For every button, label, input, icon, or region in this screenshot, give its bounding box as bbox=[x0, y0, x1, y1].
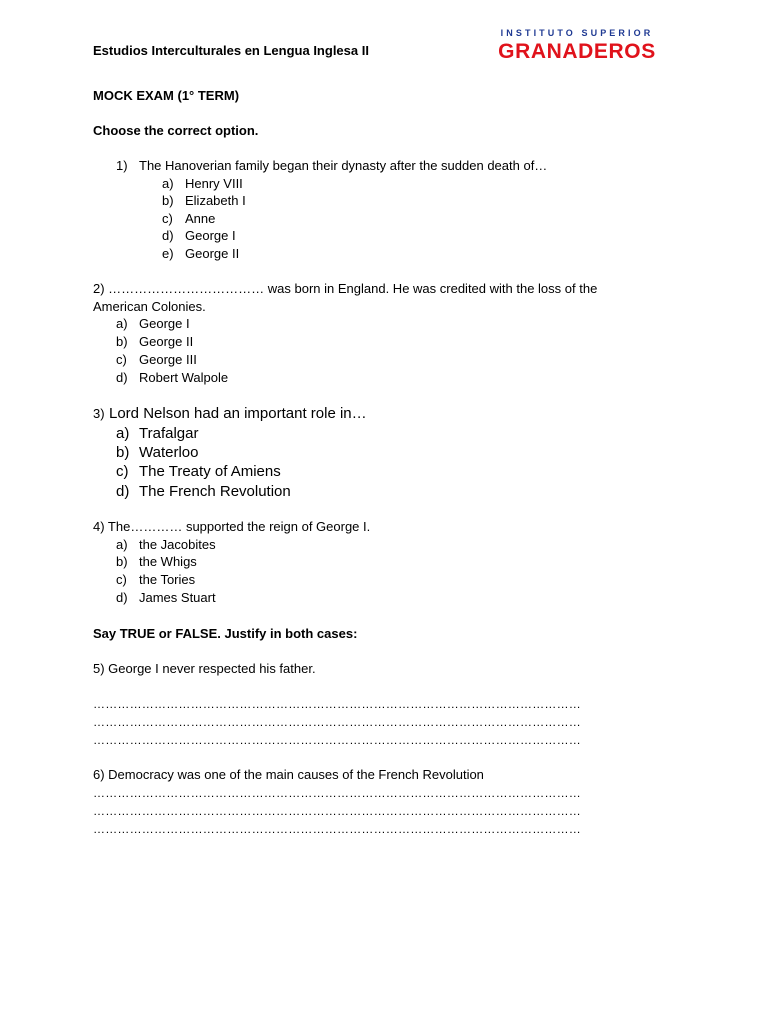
question-1-number: 1) bbox=[116, 158, 128, 173]
q4-option-a-text: the Jacobites bbox=[139, 537, 216, 552]
q6-answer-line-2[interactable]: ………………………………………………………………………………………………………… bbox=[93, 804, 581, 818]
q1-option-b-text: Elizabeth I bbox=[185, 193, 246, 208]
q4-option-d-letter: d) bbox=[116, 590, 128, 605]
q3-option-a-text: Trafalgar bbox=[139, 425, 199, 442]
q2-option-a-text: George I bbox=[139, 316, 190, 331]
section2-instruction: Say TRUE or FALSE. Justify in both cases: bbox=[93, 626, 358, 641]
section1-instruction: Choose the correct option. bbox=[93, 123, 259, 138]
q4-option-c-text: the Tories bbox=[139, 572, 196, 587]
q3-option-b-text: Waterloo bbox=[139, 444, 199, 461]
q5-answer-line-1[interactable]: ………………………………………………………………………………………………………… bbox=[93, 697, 581, 711]
q1-option-c-letter: c) bbox=[162, 211, 173, 226]
q2-option-b-text: George II bbox=[139, 334, 194, 349]
question-3-text: Lord Nelson had an important role in… bbox=[109, 405, 367, 422]
q1-option-e-text: George II bbox=[185, 246, 240, 261]
q1-option-e-letter: e) bbox=[162, 246, 174, 261]
q4-option-b-text: the Whigs bbox=[139, 554, 197, 569]
q2-option-b-letter: b) bbox=[116, 334, 128, 349]
q1-option-b-letter: b) bbox=[162, 193, 174, 208]
q2-option-c-text: George III bbox=[139, 352, 197, 367]
q4-option-b-letter: b) bbox=[116, 554, 128, 569]
q1-option-d-letter: d) bbox=[162, 228, 174, 243]
q1-option-a-text: Henry VIII bbox=[185, 176, 243, 191]
q5-answer-line-3[interactable]: ………………………………………………………………………………………………………… bbox=[93, 733, 581, 747]
q3-option-d-text: The French Revolution bbox=[139, 483, 291, 500]
q1-option-c-text: Anne bbox=[185, 211, 216, 226]
q4-option-c-letter: c) bbox=[116, 572, 127, 587]
q2-option-d-letter: d) bbox=[116, 370, 128, 385]
question-3-number: 3) bbox=[93, 406, 105, 421]
q3-option-c-text: The Treaty of Amiens bbox=[139, 463, 281, 480]
question-6-text: 6) Democracy was one of the main causes of the French Revolution bbox=[93, 767, 484, 782]
q1-option-d-text: George I bbox=[185, 228, 236, 243]
question-5-text: 5) George I never respected his father. bbox=[93, 661, 316, 676]
course-title: Estudios Interculturales en Lengua Inglesa II bbox=[93, 43, 369, 58]
q3-option-d-letter: d) bbox=[116, 483, 130, 500]
question-1-text: The Hanoverian family began their dynasty after the sudden death of… bbox=[139, 158, 548, 173]
question-2-line-1: 2) ……………………………… was born in England. He was credited with the loss of the bbox=[93, 281, 598, 296]
q2-option-d-text: Robert Walpole bbox=[139, 370, 229, 385]
q3-option-b-letter: b) bbox=[116, 444, 130, 461]
q3-option-c-letter: c) bbox=[116, 463, 129, 480]
q3-option-a-letter: a) bbox=[116, 425, 130, 442]
q6-answer-line-1[interactable]: ………………………………………………………………………………………………………… bbox=[93, 786, 581, 800]
q4-option-a-letter: a) bbox=[116, 537, 128, 552]
question-2-line-2: American Colonies. bbox=[93, 299, 206, 314]
exam-title: MOCK EXAM (1° TERM) bbox=[93, 88, 240, 103]
q5-answer-line-2[interactable]: ………………………………………………………………………………………………………… bbox=[93, 715, 581, 729]
q6-answer-line-3[interactable]: ………………………………………………………………………………………………………… bbox=[93, 822, 581, 836]
q1-option-a-letter: a) bbox=[162, 176, 174, 191]
question-4-text: 4) The………… supported the reign of George I. bbox=[93, 519, 371, 534]
q2-option-a-letter: a) bbox=[116, 316, 128, 331]
q2-option-c-letter: c) bbox=[116, 352, 127, 367]
q4-option-d-text: James Stuart bbox=[139, 590, 216, 605]
institute-logo-top-text: INSTITUTO SUPERIOR bbox=[500, 28, 654, 38]
institute-logo-main-text: GRANADEROS bbox=[498, 40, 656, 63]
